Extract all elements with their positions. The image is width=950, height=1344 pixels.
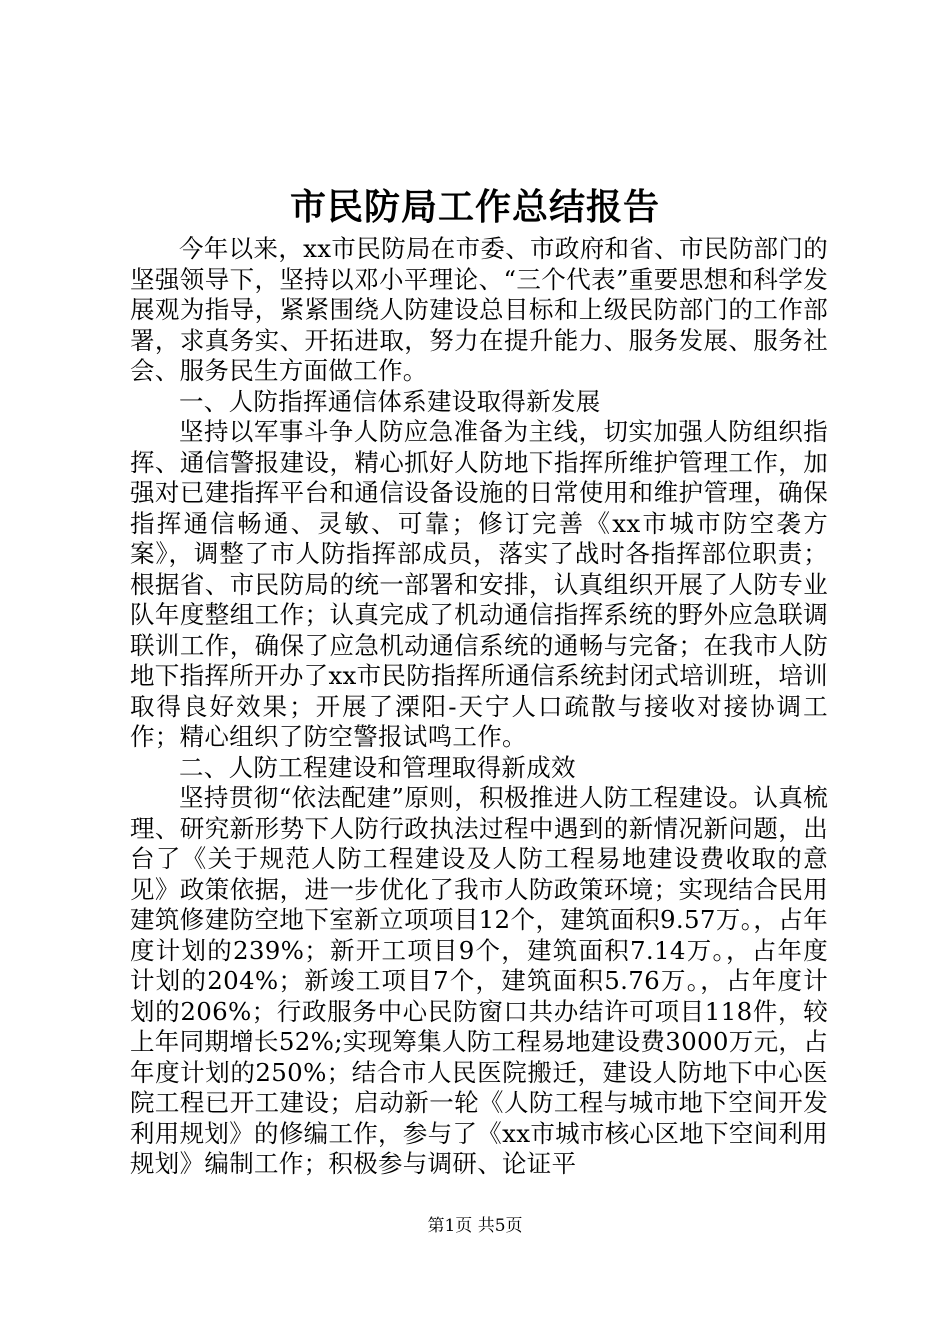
document-body xyxy=(130,234,828,1180)
section-paragraph-2: 坚持贯彻“依法配建”原则，积极推进人防工程建设。认真梳理、研究新形势下人防行政执法过程中遇到的新情况新问题，出台了《关于规范人防工程建设及人防工程易地建设费收取的意见》政策依据，进一步优化了我市人防政策环境；实现结合民用建筑修建防空地下室新立项项目12个，建筑面积9.57万。，占年度计划的239%；新开工项目9个，建筑面积7.14万。，占年度计划的204%；新竣工项目7个，建筑面积5.76万。，占年度计划的206%；行政服务中心民防窗口共办结许可项目118件，较上年同期增长52%;实现筹集人防工程易地建设费3000万元，占年度计划的250%；结合市人民医院搬迁，建设人防地下中心医院工程已开工建设；启动新一轮《人防工程与城市地下空间开发利用规划》的修编工作，参与了《xx市城市核心区地下空间利用规划》编制工作；积极参与调研、论证平 xyxy=(130,783,828,1178)
intro-paragraph: 今年以来，xx市民防局在市委、市政府和省、市民防部门的坚强领导下，坚持以邓小平理论、“三个代表”重要思想和科学发展观为指导，紧紧围绕人防建设总目标和上级民防部门的工作部署，求真务实、开拓进取，努力在提升能力、服务发展、服务社会、服务民生方面做工作。 xyxy=(130,234,828,385)
section-heading-1: 一、人防指挥通信体系建设取得新发展 xyxy=(179,386,601,416)
section-paragraph-1: 坚持以军事斗争人防应急准备为主线，切实加强人防组织指挥、通信警报建设，精心抓好人防地下指挥所维护管理工作，加强对已建指挥平台和通信设备设施的日常使用和维护管理，确保指挥通信畅通、灵敏、可靠；修订完善《xx市城市防空袭方案》，调整了市人防指挥部成员，落实了战时各指挥部位职责；根据省、市民防局的统一部署和安排，认真组织开展了人防专业队年度整组工作；认真完成了机动通信指挥系统的野外应急联调联训工作，确保了应急机动通信系统的通畅与完备；在我市人防地下指挥所开办了xx市民防指挥所通信系统封闭式培训班，培训取得良好效果；开展了溧阳-天宁人口疏散与接收对接协调工作；精心组织了防空警报试鸣工作。 xyxy=(130,417,828,751)
document-title: 市民防局工作总结报告 xyxy=(289,186,660,228)
section-heading-2: 二、人防工程建设和管理取得新成效 xyxy=(179,752,576,782)
page-number: 第1页 共5页 xyxy=(427,1216,523,1236)
